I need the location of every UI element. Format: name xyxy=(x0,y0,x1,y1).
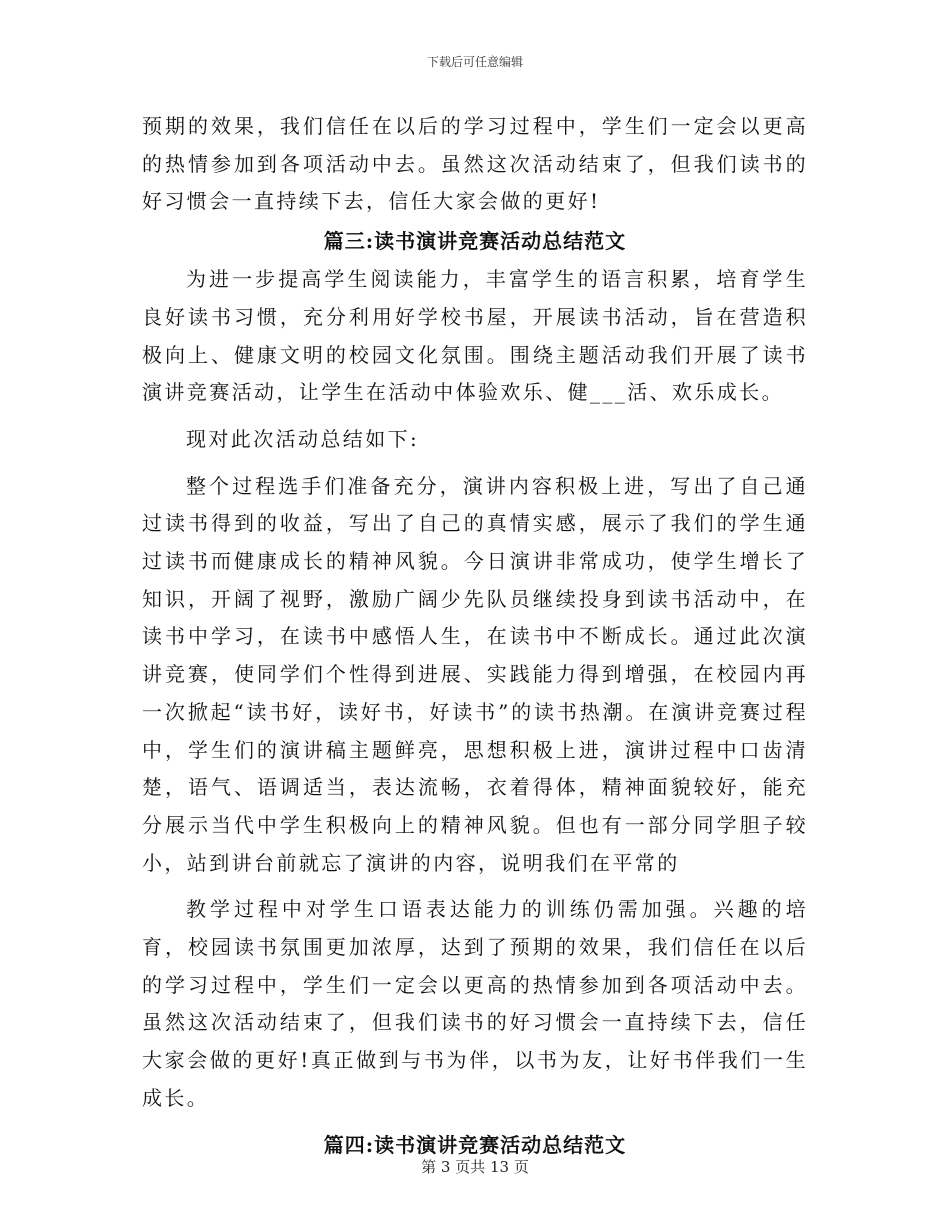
section-heading-4: 篇四:读书演讲竞赛活动总结范文 xyxy=(323,1132,627,1157)
paragraph-summary-lead: 现对此次活动总结如下: xyxy=(186,426,420,451)
document-body xyxy=(142,108,808,1165)
paragraph-conclusion: 教学过程中对学生口语表达能力的训练仍需加强。兴趣的培育，校园读书氛围更加浓厚，达到了预期的效果，我们信任在以后的学习过程中，学生们一定会以更高的热情参加到各项活动中去。虽然这次活动结束了，但我们读书的好习惯会一直持续下去，信任大家会做的更好!真正做到与书为伴，以书为友，让好书伴我们一生成长。 xyxy=(142,897,808,1110)
page-number: 第 3 页共 13 页 xyxy=(421,1158,529,1176)
paragraph-main: 整个过程选手们准备充分，演讲内容积极上进，写出了自己通过读书得到的收益，写出了自己的真情实感，展示了我们的学生通过读书而健康成长的精神风貌。今日演讲非常成功，使学生增长了知识，开阔了视野，激励广阔少先队员继续投身到读书活动中，在读书中学习，在读书中感悟人生，在读书中不断成长。通过此次演讲竞赛，使同学们个性得到进展、实践能力得到增强，在校园内再一次掀起“读书好，读好书，好读书”的读书热潮。在演讲竞赛过程中，学生们的演讲稿主题鲜亮，思想积极上进，演讲过程中口齿清楚，语气、语调适当，表达流畅，衣着得体，精神面貌较好，能充分展示当代中学生积极向上的精神风貌。但也有一部分同学胆子较小，站到讲台前就忘了演讲的内容，说明我们在平常的 xyxy=(142,473,808,875)
paragraph-continuation: 预期的效果，我们信任在以后的学习过程中，学生们一定会以更高的热情参加到各项活动中去。虽然这次活动结束了，但我们读书的好习惯会一直持续下去，信任大家会做的更好! xyxy=(142,114,808,214)
page-header: 下载后可任意编辑 xyxy=(426,55,523,69)
paragraph-intro: 为进一步提高学生阅读能力，丰富学生的语言积累，培育学生良好读书习惯，充分利用好学校书屋，开展读书活动，旨在营造积极向上、健康文明的校园文化氛围。围绕主题活动我们开展了读书演讲竞赛活动，让学生在活动中体验欢乐、健___活、欢乐成长。 xyxy=(142,267,808,405)
section-heading-3: 篇三:读书演讲竞赛活动总结范文 xyxy=(323,229,627,254)
